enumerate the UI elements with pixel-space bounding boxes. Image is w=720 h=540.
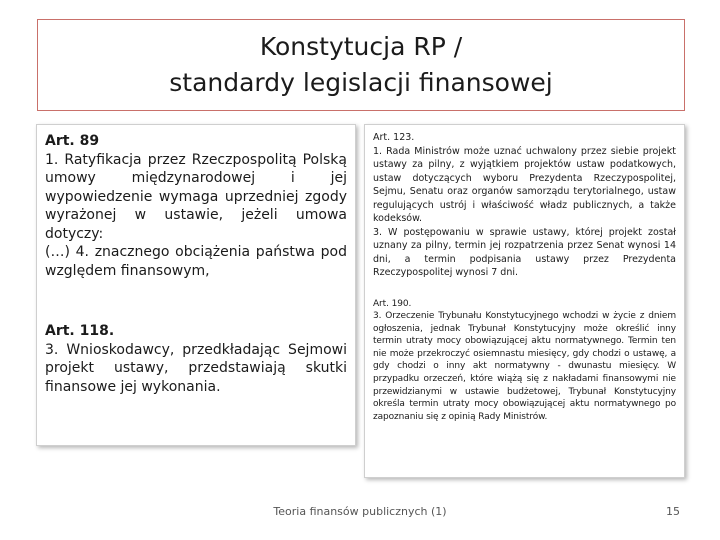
art-118-section [45, 322, 347, 396]
art-190-section [373, 298, 676, 424]
art-118-heading: Art. 118. [45, 323, 115, 339]
art-89-paragraph-2: (…) 4. znacznego obciążenia państwa pod względem finansowym, [45, 244, 347, 279]
art-123-section [373, 129, 676, 280]
slide-title-line-1: Konstytucja RP / [259, 32, 463, 61]
slide-title-line-2: standardy legislacji finansowej [169, 68, 553, 97]
art-118-paragraph-1: 3. Wnioskodawcy, przedkładając Sejmowi projekt ustawy, przedstawiają skutki finansowe jej wykonania. [45, 341, 347, 395]
art-123-paragraph-2: 3. W postępowaniu w sprawie ustawy, której projekt został uznany za pilny, termin jej rozpatrzenia przez Senat wynosi 14 dni, a termin podpisania ustawy przez Prezydenta Rzeczypospolitej wynosi 7 dni. [373, 226, 676, 278]
art-89-paragraph-1: 1. Ratyfikacja przez Rzeczpospolitą Polską umowy międzynarodowej i jej wypowiedzenie wymaga uprzedniej zgody wyrażonej w ustawie, jeżeli umowa dotyczy: [45, 151, 347, 242]
art-190-paragraph-1: 3. Orzeczenie Trybunału Konstytucyjnego wchodzi w życie z dniem ogłoszenia, jednak Trybunał Konstytucyjny może określić inny termin utraty mocy obowiązującej aktu normatywnego. Termin ten nie może przekroczyć osiemnastu miesięcy, gdy chodzi o ustawę, a gdy chodzi o inny akt normatywny - dwunastu miesięcy. W przypadku orzeczeń, które wiążą się z nakładami finansowymi nie przewidzianymi w ustawie budżetowej, Trybunał Konstytucyjny określa termin utraty mocy obowiązującej aktu normatywnego po zapoznaniu się z opinią Rady Ministrów. [373, 311, 676, 422]
art-89-section [45, 131, 347, 280]
art-123-heading: Art. 123. [373, 132, 415, 143]
title-box [37, 19, 685, 111]
left-content-box [36, 124, 356, 446]
art-89-heading: Art. 89 [45, 133, 100, 149]
right-content-box [364, 124, 685, 478]
page-number: 15 [666, 505, 680, 518]
art-190-heading: Art. 190. [373, 298, 412, 309]
footer-course-name: Teoria finansów publicznych (1) [273, 505, 447, 518]
art-123-paragraph-1: 1. Rada Ministrów może uznać uchwalony przez siebie projekt ustawy za pilny, z wyjątkiem projektów ustaw podatkowych, ustaw dotyczących wyboru Prezydenta Rzeczypospolitej, Sejmu, Senatu oraz organów samorządu terytorialnego, ustaw regulujących ustrój i właściwość władz publicznych, a także kodeksów. [373, 145, 676, 224]
